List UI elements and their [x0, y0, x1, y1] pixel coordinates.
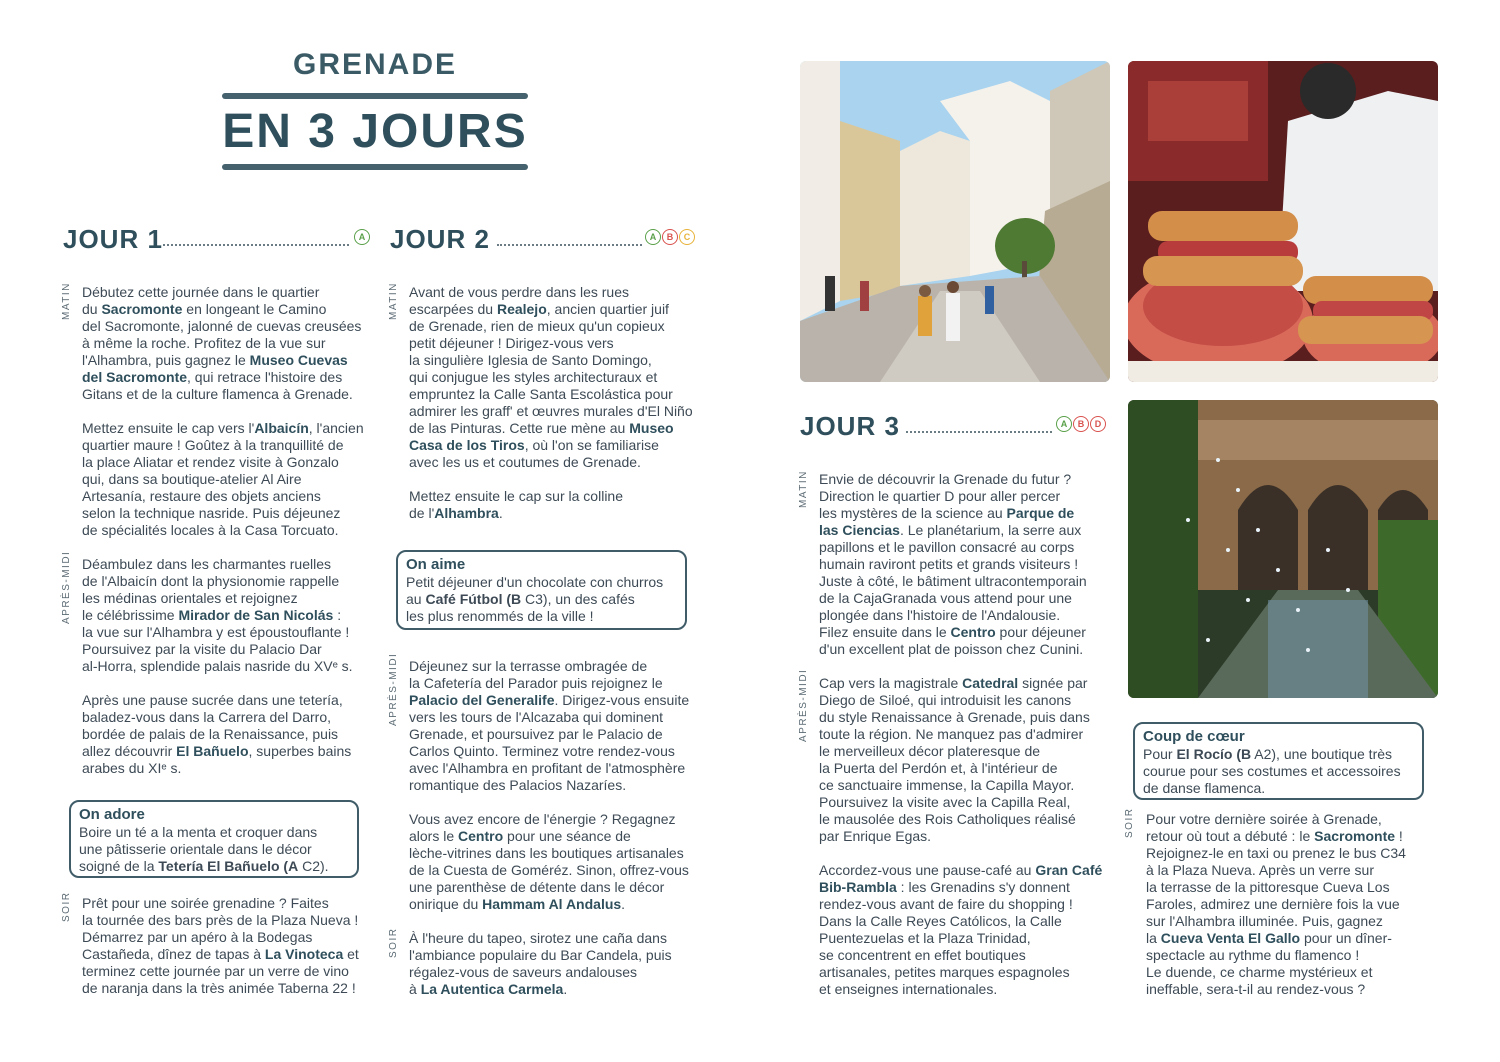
- day3-soir-label: SOIR: [1124, 807, 1135, 838]
- day3-soir-p1: [1146, 811, 1446, 998]
- text-line: Artesanía, restaure des objets anciens: [82, 488, 321, 504]
- text-line: les mystères de la science au Parque de: [819, 505, 1075, 521]
- text-line: la place Aliatar et rendez visite à Gonzalo: [82, 454, 339, 470]
- text-line: Mettez ensuite le cap sur la colline: [409, 488, 623, 504]
- day1-title: JOUR 1: [63, 224, 163, 254]
- badge-a: A: [1056, 416, 1072, 432]
- garden-photo-icon: [1128, 400, 1438, 698]
- text-line: Filez ensuite dans le Centro pour déjeuner: [819, 624, 1086, 640]
- text-line: la terrasse de la pittoresque Cueva Los: [1146, 879, 1390, 895]
- title-rule-bottom: [222, 164, 528, 170]
- coup-de-coeur-box: [1133, 722, 1424, 800]
- text-line: Carlos Quinto. Terminez votre rendez-vous: [409, 743, 675, 759]
- text-line: Pour El Rocío (B A2), une boutique très: [1143, 746, 1393, 762]
- page-title: EN 3 JOURS: [222, 105, 528, 158]
- text-line: Boire un té a la menta et croquer dans: [79, 824, 318, 840]
- text-line: spectacle au rythme du flamenco !: [1146, 947, 1360, 963]
- street-photo-icon: [800, 61, 1110, 382]
- text-line: petit déjeuner ! Dirigez-vous vers: [409, 335, 614, 351]
- text-line: de spécialités locales à la Casa Torcuato.: [82, 522, 339, 538]
- text-line: retour où tout a débuté : le Sacromonte !: [1146, 828, 1403, 844]
- text-line: Démarrez par un apéro à la Bodegas: [82, 929, 313, 945]
- title-rule-top: [222, 93, 528, 99]
- box-title: Coup de cœur: [1143, 728, 1245, 745]
- day3-aprem-p2: [819, 862, 1119, 998]
- text-line: l'Alhambra, puis gagnez le Museo Cuevas: [82, 352, 348, 368]
- day2-soir-label: SOIR: [388, 927, 399, 958]
- text-line: la Puerta del Perdón et, à l'intérieur de: [819, 760, 1058, 776]
- text-line: courue pour ses costumes et accessoires: [1143, 763, 1401, 779]
- text-line: ineffable, sera-t-il au rendez-vous ?: [1146, 981, 1366, 997]
- day2-matin-p1: [409, 284, 714, 471]
- text-line: escarpées du Realejo, ancien quartier juif: [409, 301, 669, 317]
- text-line: empruntez la Calle Santa Escolástica pour: [409, 386, 673, 402]
- sandwich-photo-icon: [1128, 61, 1438, 382]
- day2-matin-label: MATIN: [388, 282, 399, 320]
- text-line: Puentezuelas et la Plaza Trinidad,: [819, 930, 1031, 946]
- day1-matin-label: MATIN: [61, 282, 72, 320]
- text-line: papillons et le pavillon consacré au corps: [819, 539, 1075, 555]
- text-line: avec les us et coutumes de Grenade.: [409, 454, 641, 470]
- text-line: qui conjugue les styles architecturaux et: [409, 369, 658, 385]
- day3-dots: [906, 431, 1052, 433]
- text-line: à La Autentica Carmela.: [409, 981, 568, 997]
- day3-matin-label: MATIN: [798, 470, 809, 508]
- text-line: À l'heure du tapeo, sirotez une caña dans: [409, 930, 667, 946]
- garden-photo: [1128, 400, 1438, 698]
- text-line: la vue sur l'Alhambra y est époustouflante !: [82, 624, 350, 640]
- text-line: lèche-vitrines dans les boutiques artisanales: [409, 845, 684, 861]
- text-line: alors le Centro pour une séance de: [409, 828, 631, 844]
- text-line: Poursuivez la visite avec la Capilla Real,: [819, 794, 1071, 810]
- day2-badges: [645, 229, 695, 245]
- text-line: la singulière Iglesia de Santo Domingo,: [409, 352, 652, 368]
- text-line: une parenthèse de détente dans le décor: [409, 879, 665, 895]
- text-line: humain raviront petits et grands visiteurs !: [819, 556, 1079, 572]
- text-line: sur l'Alhambra illuminée. Puis, gagnez: [1146, 913, 1383, 929]
- text-line: soigné de la Tetería El Bañuelo (A C2).: [79, 858, 329, 874]
- text-line: le mausolée des Rois Catholiques réalisé: [819, 811, 1076, 827]
- badge-d: D: [1090, 416, 1106, 432]
- text-line: onirique du Hammam Al Andalus.: [409, 896, 626, 912]
- day1-matin-p1: [82, 284, 382, 403]
- on-adore-box: [69, 800, 359, 878]
- text-line: toute la région. Ne manquez pas d'admirer: [819, 726, 1084, 742]
- text-line: Dans la Calle Reyes Católicos, la Calle: [819, 913, 1062, 929]
- box-body: [1143, 746, 1414, 797]
- text-line: Palacio del Generalife. Dirigez-vous ensuite: [409, 692, 690, 708]
- text-line: Castañeda, dînez de tapas à La Vinoteca et: [82, 946, 359, 962]
- text-line: Casa de los Tiros, où l'on se familiarise: [409, 437, 659, 453]
- day3-badges: [1056, 416, 1106, 432]
- text-line: allez découvrir El Bañuelo, superbes bains: [82, 743, 352, 759]
- text-line: Vous avez encore de l'énergie ? Regagnez: [409, 811, 676, 827]
- text-line: par Enrique Egas.: [819, 828, 932, 844]
- text-line: Mettez ensuite le cap vers l'Albaicín, l'ancien: [82, 420, 364, 436]
- text-line: le célébrissime Mirador de San Nicolás :: [82, 607, 342, 623]
- badge-b: B: [662, 229, 678, 245]
- text-line: Grenade, et poursuivez par le Palacio de: [409, 726, 663, 742]
- badge-a: A: [354, 229, 370, 245]
- street-photo: [800, 61, 1110, 382]
- text-line: se concentrent en effet boutiques: [819, 947, 1026, 963]
- text-line: Juste à côté, le bâtiment ultracontemporain: [819, 573, 1087, 589]
- text-line: rendez-vous avant de faire du shopping !: [819, 896, 1073, 912]
- day2-soir-p1: [409, 930, 714, 998]
- day1-aprem-p2: [82, 692, 382, 777]
- text-line: Après une pause sucrée dans une tetería,: [82, 692, 343, 708]
- text-line: de l'Alhambra.: [409, 505, 503, 521]
- text-line: Diego de Siloé, qui introduisit les canons: [819, 692, 1072, 708]
- text-line: à même la roche. Profitez de la vue sur: [82, 335, 326, 351]
- day2-aprem-label: APRÈS-MIDI: [388, 652, 399, 726]
- text-line: de naranja dans la très animée Taberna 22 !: [82, 980, 356, 996]
- text-line: romantique des Palacios Nazaríes.: [409, 777, 627, 793]
- text-line: l'ambiance populaire du Bar Candela, puis: [409, 947, 672, 963]
- day1-badges: [354, 229, 370, 245]
- text-line: Accordez-vous une pause-café au Gran Café: [819, 862, 1103, 878]
- text-line: à la Plaza Nueva. Après un verre sur: [1146, 862, 1375, 878]
- badge-b: B: [1073, 416, 1089, 432]
- day1-dots: [163, 244, 349, 246]
- day2-dots: [497, 244, 642, 246]
- day1-matin-p2: [82, 420, 382, 539]
- badge-a: A: [645, 229, 661, 245]
- day1-aprem-label: APRÈS-MIDI: [61, 550, 72, 624]
- text-line: de la CajaGranada vous attend pour une: [819, 590, 1072, 606]
- text-line: admirer les graff' et œuvres murales d'El Niño: [409, 403, 693, 419]
- text-line: bordée de palais de la Renaissance, puis: [82, 726, 339, 742]
- text-line: régalez-vous de saveurs andalouses: [409, 964, 638, 980]
- text-line: une pâtisserie orientale dans le décor: [79, 841, 312, 857]
- text-line: Cap vers la magistrale Catedral signée par: [819, 675, 1088, 691]
- text-line: del Sacromonte, jalonné de cuevas creusées: [82, 318, 362, 334]
- text-line: les médinas orientales et rejoignez: [82, 590, 298, 606]
- text-line: Déjeunez sur la terrasse ombragée de: [409, 658, 648, 674]
- day2-aprem-p2: [409, 811, 714, 913]
- text-line: vers les tours de l'Alcazaba qui dominent: [409, 709, 664, 725]
- day2-title: JOUR 2: [390, 224, 490, 254]
- day3-title: JOUR 3: [800, 411, 900, 441]
- on-aime-box: [396, 550, 687, 630]
- day1-soir-p1: [82, 895, 382, 997]
- text-line: de las Pinturas. Cette rue mène au Museo: [409, 420, 674, 436]
- day2-aprem-p1: [409, 658, 714, 794]
- text-line: de l'Albaicín dont la physionomie rappelle: [82, 573, 340, 589]
- day1-aprem-p1: [82, 556, 382, 675]
- badge-c: C: [679, 229, 695, 245]
- sandwich-photo: [1128, 61, 1438, 382]
- box-title: On aime: [406, 556, 466, 573]
- text-line: Rejoignez-le en taxi ou prenez le bus C34: [1146, 845, 1406, 861]
- text-line: d'un excellent plat de poisson chez Cunini.: [819, 641, 1084, 657]
- text-line: de danse flamenca.: [1143, 780, 1266, 796]
- text-line: la tournée des bars près de la Plaza Nueva !: [82, 912, 359, 928]
- day3-aprem-p1: [819, 675, 1119, 845]
- box-body: [79, 824, 349, 875]
- text-line: de la Cuesta de Goméréz. Sinon, offrez-vous: [409, 862, 689, 878]
- box-title: On adore: [79, 806, 145, 823]
- text-line: Direction le quartier D pour aller percer: [819, 488, 1061, 504]
- text-line: al-Horra, splendide palais nasride du XVᵉ s.: [82, 658, 353, 674]
- city-title: GRENADE: [292, 48, 457, 81]
- text-line: ce sanctuaire immense, la Capilla Mayor.: [819, 777, 1075, 793]
- text-line: arabes du XIᵉ s.: [82, 760, 182, 776]
- text-line: qui, dans sa boutique-atelier Al Aire: [82, 471, 302, 487]
- day3-aprem-label: APRÈS-MIDI: [798, 668, 809, 742]
- text-line: del Sacromonte, qui retrace l'histoire des: [82, 369, 343, 385]
- text-line: Prêt pour une soirée grenadine ? Faites: [82, 895, 329, 911]
- day2-matin-p2: [409, 488, 714, 522]
- text-line: de Grenade, rien de mieux qu'un copieux: [409, 318, 665, 334]
- day3-matin-p1: [819, 471, 1119, 658]
- text-line: Gitans et de la culture flamenca à Grenade.: [82, 386, 353, 402]
- text-line: du style Renaissance à Grenade, puis dans: [819, 709, 1090, 725]
- text-line: baladez-vous dans la Carrera del Darro,: [82, 709, 332, 725]
- text-line: Déambulez dans les charmantes ruelles: [82, 556, 332, 572]
- text-line: las Ciencias. Le planétarium, la serre aux: [819, 522, 1082, 538]
- text-line: la Cueva Venta El Gallo pour un dîner-: [1146, 930, 1392, 946]
- text-line: Bib-Rambla : les Grenadins s'y donnent: [819, 879, 1070, 895]
- text-line: plongée dans l'histoire de l'Andalousie.: [819, 607, 1061, 623]
- text-line: Faroles, admirez une dernière fois la vue: [1146, 896, 1400, 912]
- text-line: quartier maure ! Goûtez à la tranquillité de: [82, 437, 344, 453]
- text-line: le merveilleux décor plateresque de: [819, 743, 1041, 759]
- text-line: Poursuivez par la visite du Palacio Dar: [82, 641, 322, 657]
- text-line: et enseignes internationales.: [819, 981, 998, 997]
- text-line: avec l'Alhambra en profitant de l'atmosphère: [409, 760, 686, 776]
- text-line: artisanales, petites marques espagnoles: [819, 964, 1070, 980]
- text-line: terminez cette journée par un verre de vino: [82, 963, 349, 979]
- day1-soir-label: SOIR: [61, 891, 72, 922]
- box-body: [406, 574, 677, 625]
- text-line: au Café Fútbol (B C3), un des cafés: [406, 591, 635, 607]
- text-line: la Cafetería del Parador puis rejoignez le: [409, 675, 663, 691]
- text-line: Envie de découvrir la Grenade du futur ?: [819, 471, 1072, 487]
- text-line: Pour votre dernière soirée à Grenade,: [1146, 811, 1382, 827]
- text-line: Débutez cette journée dans le quartier: [82, 284, 320, 300]
- text-line: Petit déjeuner d'un chocolate con churros: [406, 574, 664, 590]
- text-line: du Sacromonte en longeant le Camino: [82, 301, 327, 317]
- text-line: Le duende, ce charme mystérieux et: [1146, 964, 1373, 980]
- text-line: Avant de vous perdre dans les rues: [409, 284, 629, 300]
- text-line: les plus renommés de la ville !: [406, 608, 594, 624]
- text-line: selon la technique nasride. Puis déjeunez: [82, 505, 341, 521]
